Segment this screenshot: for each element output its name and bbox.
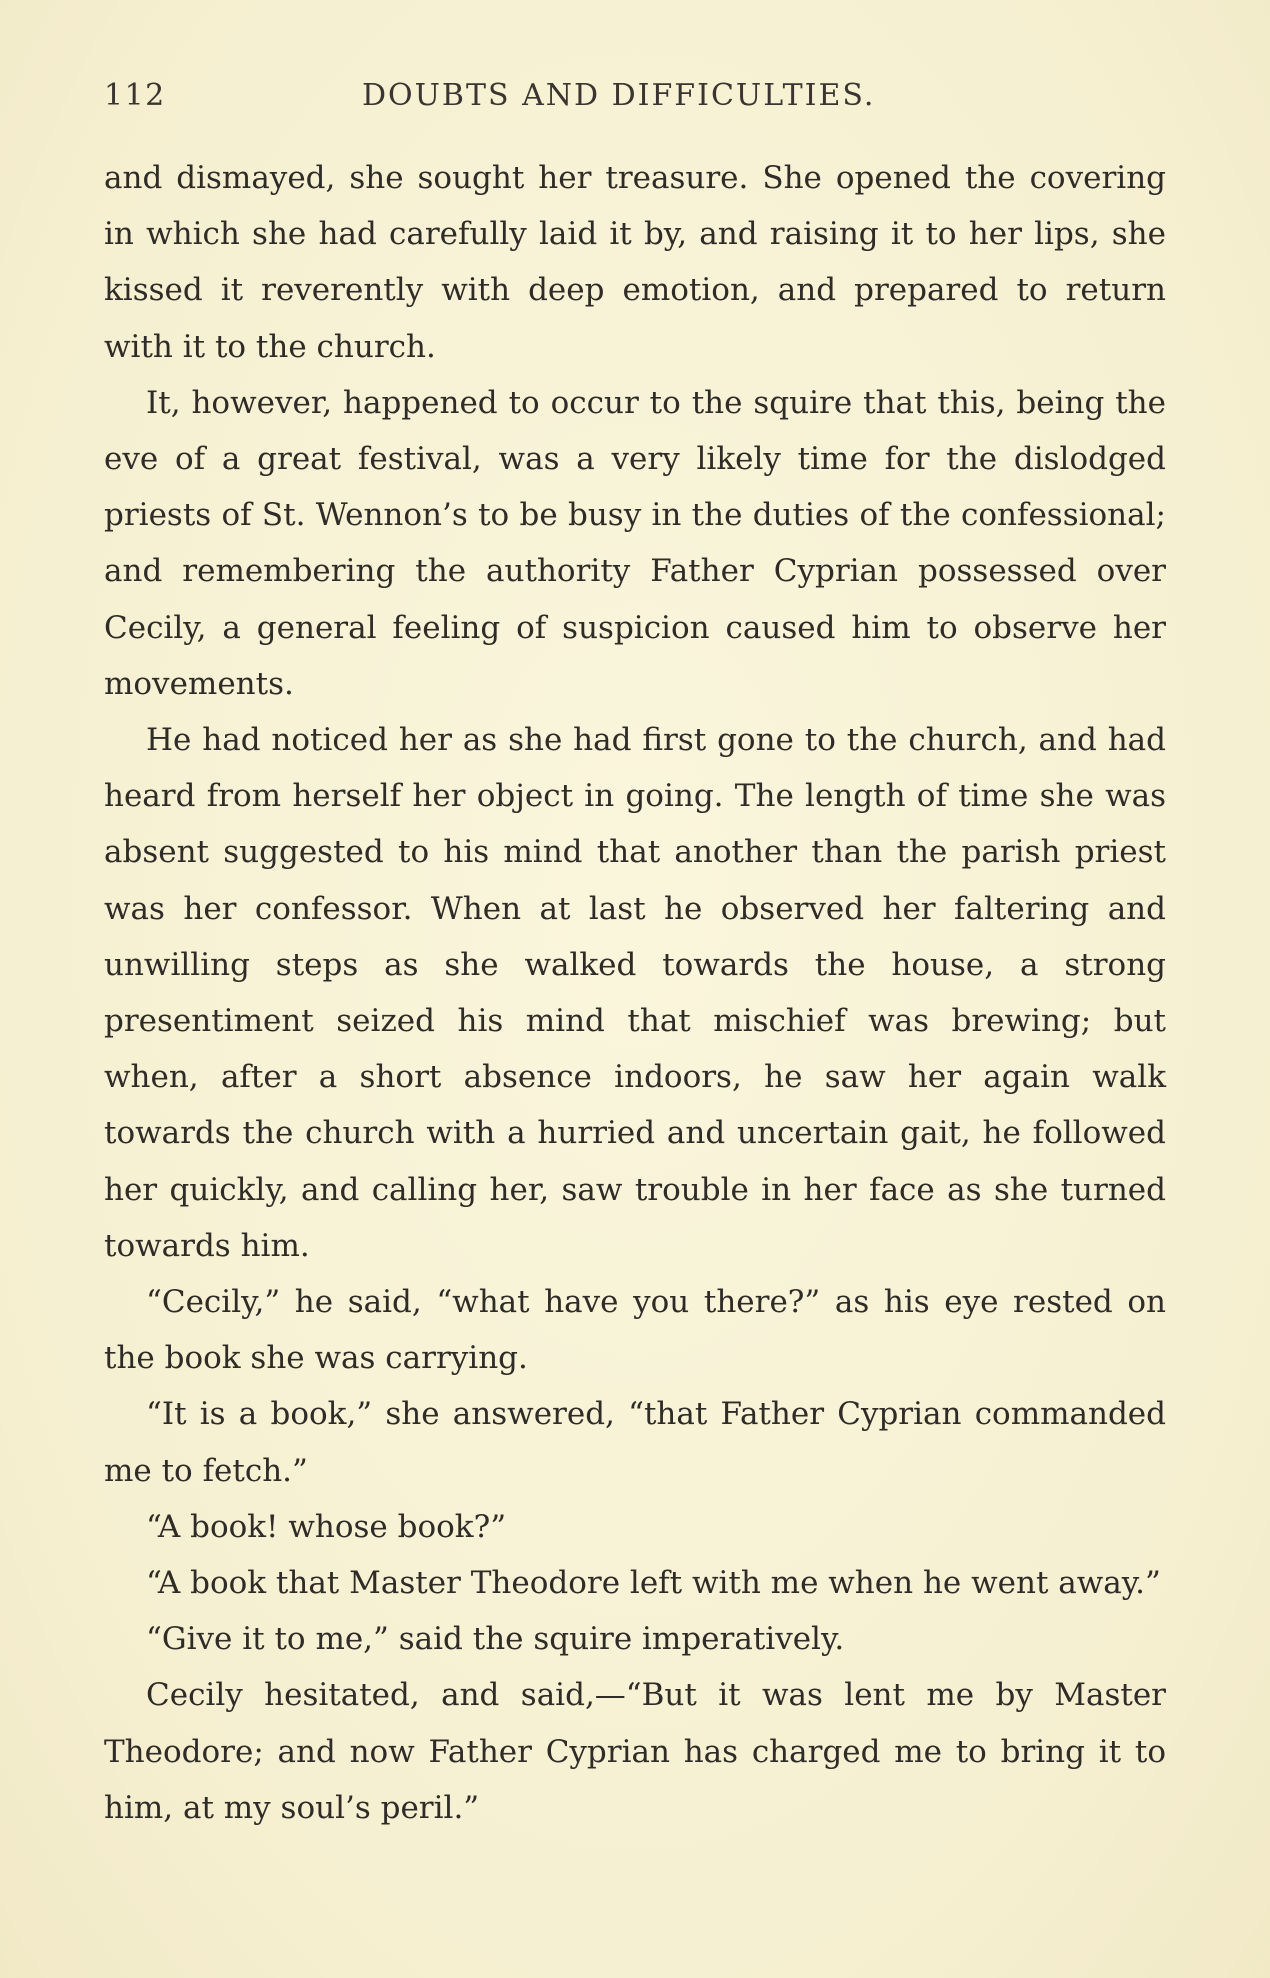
paragraph: “It is a book,” she answered, “that Father Cyprian commanded me to fetch.”	[104, 1396, 1166, 1489]
paragraph: “A book! whose book?”	[146, 1508, 507, 1545]
paragraph: Cecily hesitated, and said,—“But it was lent me by Master Theodore; and now Father Cyprian has charged me to bring it to him, at my soul’s peril.”	[104, 1677, 1166, 1826]
paragraph: “Cecily,” he said, “what have you there?” as his eye rested on the book she was carrying.	[104, 1284, 1166, 1377]
paragraph: “Give it to me,” said the squire imperatively.	[146, 1621, 845, 1658]
paragraph: He had noticed her as she had first gone to the church, and had heard from herself her object in going. The length of time she was absent suggested to his mind that another than the parish priest was her confessor. When at last he observed her faltering and unwilling steps as she walked towards the house, a strong presentiment seized his mind that mischief was brewing; but when, after a short absence indoors, he saw her again walk towards the church with a hurried and uncertain gait, he followed her quickly, and calling her, saw trouble in her face as she turned towards him.	[104, 722, 1166, 1264]
paragraph: It, however, happened to occur to the squire that this, being the eve of a great festival, was a very likely time for the dislodged priests of St. Wennon’s to be busy in the duties of the confessional; and remembering the authority Father Cyprian possessed over Cecily, a general feeling of suspicion caused him to observe her movements.	[104, 384, 1166, 702]
paragraph: “A book that Master Theodore left with me when he went away.”	[146, 1565, 1161, 1602]
page-number: 112	[104, 78, 166, 113]
body-text	[104, 150, 1166, 1836]
paragraph: and dismayed, she sought her treasure. She opened the covering in which she had carefully laid it by, and raising it to her lips, she kissed it reverently with deep emotion, and prepared to return with it to the church.	[104, 160, 1166, 365]
running-head: DOUBTS AND DIFFICULTIES.	[362, 78, 876, 113]
page-header	[104, 70, 1166, 120]
